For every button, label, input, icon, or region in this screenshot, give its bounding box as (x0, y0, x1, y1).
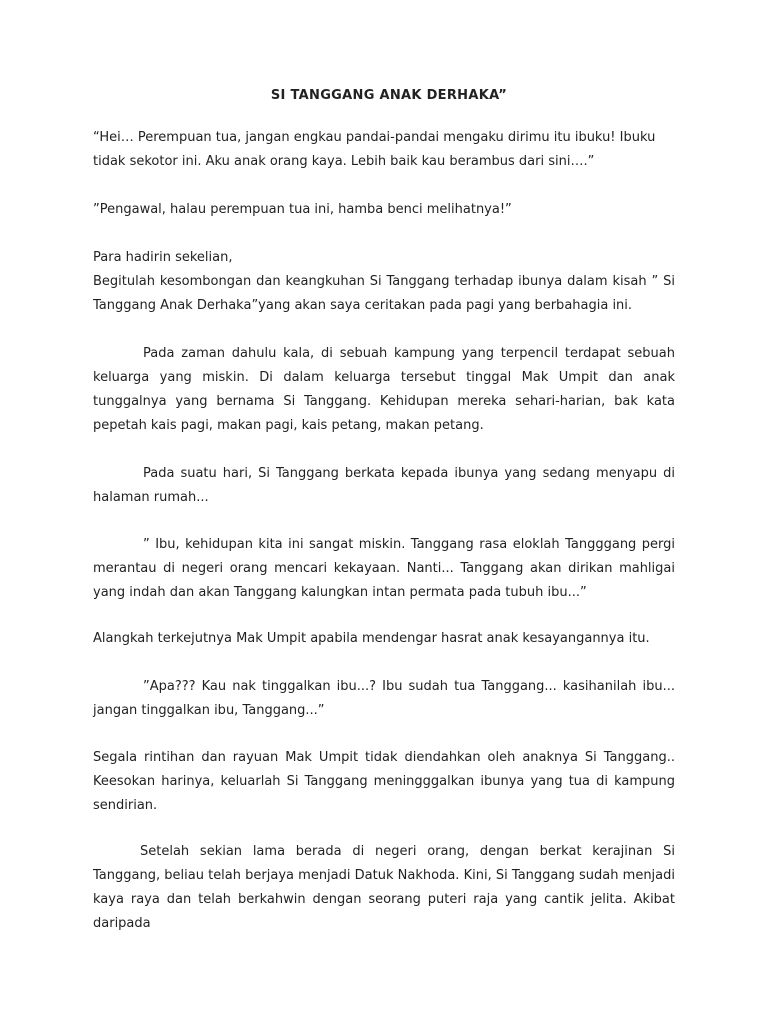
paragraph-10: Setelah sekian lama berada di negeri orang, dengan berkat kerajinan Si Tanggang, beliau telah berjaya menjadi Datuk Nakhoda. Kini, Si Tanggang sudah menjadi kaya raya dan telah berkahwin dengan seorang puteri raja yang cantik jelita. Akibat daripada (93, 844, 675, 931)
paragraph-6: ” Ibu, kehidupan kita ini sangat miskin. Tanggang rasa eloklah Tangggang pergi merantau di negeri orang mencari kekayaan. Nanti... Tanggang akan dirikan mahligai yang indah dan akan Tanggang kalungkan intan permata pada tubuh ibu...” (93, 537, 675, 600)
paragraph-4: Pada zaman dahulu kala, di sebuah kampung yang terpencil terdapat sebuah keluarga yang miskin. Di dalam keluarga tersebut tinggal Mak Umpit dan anak tunggalnya yang bernama Si Tanggang. Kehidupan mereka sehari-harian, bak kata pepetah kais pagi, makan pagi, kais petang, makan petang. (93, 346, 675, 433)
paragraph-3-body: Begitulah kesombongan dan keangkuhan Si Tanggang terhadap ibunya dalam kisah ” Si Tanggang Anak Derhaka”yang akan saya ceritakan pada pagi yang berbahagia ini. (93, 274, 675, 313)
paragraph-1: “Hei… Perempuan tua, jangan engkau pandai-pandai mengaku dirimu itu ibuku! Ibuku tidak sekotor ini. Aku anak orang kaya. Lebih baik kau berambus dari sini….” (93, 130, 656, 169)
paragraph-7: Alangkah terkejutnya Mak Umpit apabila mendengar hasrat anak kesayangannya itu. (93, 631, 650, 646)
document-title: SI TANGGANG ANAK DERHAKA” (270, 88, 508, 103)
paragraph-9: Segala rintihan dan rayuan Mak Umpit tidak diendahkan oleh anaknya Si Tanggang.. Keesokan harinya, keluarlah Si Tanggang meningggalkan ibunya yang tua di kampung sendirian. (93, 750, 675, 813)
paragraph-3-greeting: Para hadirin sekelian, (93, 250, 233, 265)
paragraph-8: ”Apa??? Kau nak tinggalkan ibu...? Ibu sudah tua Tanggang... kasihanilah ibu... jangan tinggalkan ibu, Tanggang...” (93, 679, 675, 718)
paragraph-2: ”Pengawal, halau perempuan tua ini, hamba benci melihatnya!” (93, 202, 512, 217)
paragraph-5: Pada suatu hari, Si Tanggang berkata kepada ibunya yang sedang menyapu di halaman rumah... (93, 466, 675, 505)
